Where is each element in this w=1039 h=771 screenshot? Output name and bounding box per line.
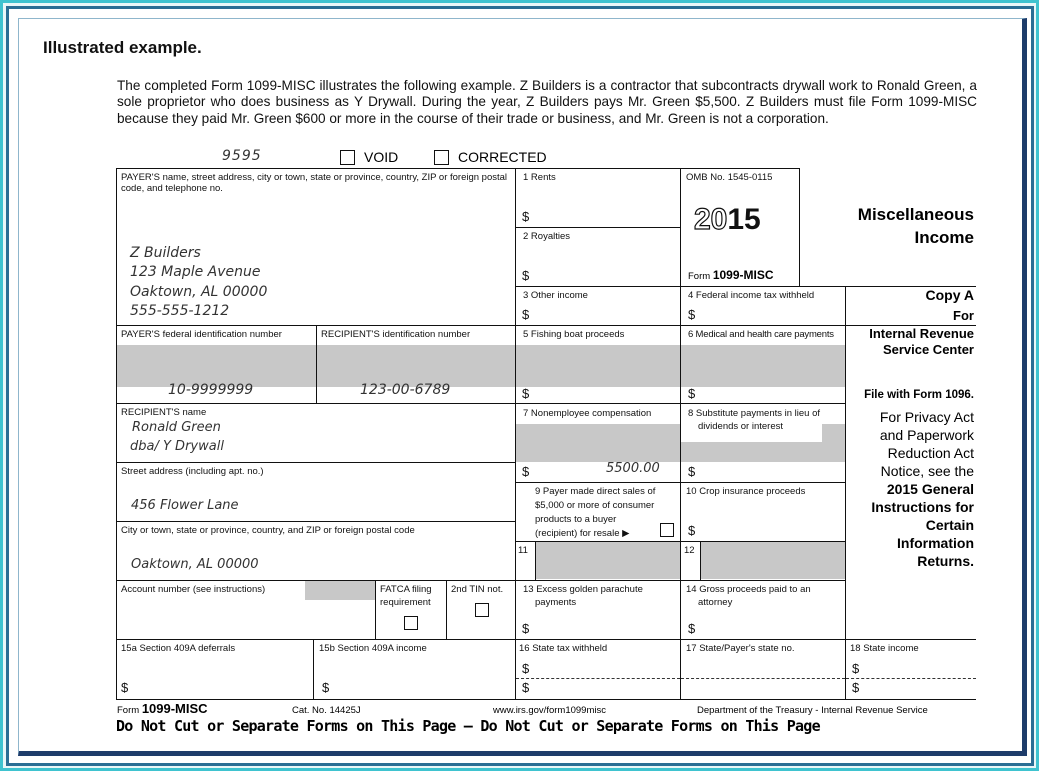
heading: Illustrated example.	[43, 38, 202, 57]
grid-line	[516, 541, 846, 542]
privacy-line-3: Reduction Act	[887, 445, 974, 461]
grid-line	[116, 521, 515, 522]
box18-dollar-1: $	[852, 661, 860, 676]
general-line-5: Returns.	[917, 553, 974, 569]
void-label: VOID	[364, 149, 399, 165]
dotted-line	[516, 678, 680, 679]
recipient-tin: 123-00-6789	[360, 382, 451, 398]
tax-year	[694, 203, 761, 237]
box9-line1: 9 Payer made direct sales of	[535, 486, 656, 497]
box1-label: 1 Rents	[523, 172, 556, 183]
box8-shade	[681, 442, 845, 462]
payer-city: Oaktown, AL 00000	[130, 284, 268, 300]
box10-dollar: $	[688, 523, 696, 538]
copy-for: For	[953, 308, 974, 323]
box9-line2: $5,000 or more of consumer	[535, 500, 655, 511]
title-line-2: Income	[914, 228, 974, 247]
box15a-dollar: $	[121, 680, 129, 695]
privacy-notice	[846, 408, 974, 480]
box8-dollar: $	[688, 464, 696, 479]
grid-line	[375, 580, 376, 639]
box12-shade	[701, 541, 845, 579]
box7-label: 7 Nonemployee compensation	[523, 408, 652, 419]
grid-line	[116, 168, 800, 169]
box6-dollar: $	[688, 386, 696, 401]
tin2-label: 2nd TIN not.	[451, 584, 504, 595]
grid-line	[535, 541, 536, 580]
tax-year-prefix: 20	[694, 203, 728, 236]
payer-label: PAYER'S name, street address, city or town, state or province, country, ZIP or foreign postal code, and telephone no.	[121, 172, 508, 194]
box14-line2: attorney	[698, 597, 733, 608]
box7-shade	[516, 424, 680, 462]
dotted-line	[846, 678, 976, 679]
box16-dollar-1: $	[522, 661, 530, 676]
grid-line	[700, 541, 701, 580]
box2-label: 2 Royalties	[523, 231, 570, 242]
grid-line	[116, 403, 846, 404]
box8-shade-corner	[822, 424, 845, 444]
general-line-1: 2015 General	[886, 481, 974, 497]
box2-dollar: $	[522, 268, 530, 283]
street-label: Street address (including apt. no.)	[121, 466, 264, 477]
street-value: 456 Flower Lane	[131, 498, 239, 513]
general-line-3: Certain	[925, 517, 974, 533]
box13-line2: payments	[535, 597, 577, 608]
box14-dollar: $	[688, 621, 696, 636]
box9-line3: products to a buyer	[535, 514, 617, 525]
dotted-line	[681, 678, 845, 679]
general-instructions	[846, 480, 974, 570]
box1-dollar: $	[522, 209, 530, 224]
recipient-dba: dba/ Y Drywall	[130, 439, 224, 454]
account-shade	[305, 580, 375, 600]
payer-tin-label: PAYER'S federal identification number	[121, 329, 282, 340]
box4-dollar: $	[688, 307, 696, 322]
corrected-label: CORRECTED	[458, 149, 547, 165]
account-label: Account number (see instructions)	[121, 584, 266, 595]
payer-street: 123 Maple Avenue	[130, 264, 261, 280]
box3-label: 3 Other income	[523, 290, 588, 301]
grid-line	[516, 227, 681, 228]
box15a-label: 15a Section 409A deferrals	[121, 643, 236, 654]
box13-line1: 13 Excess golden parachute	[523, 584, 643, 595]
box7-value: 5500.00	[606, 461, 660, 476]
title-line-1: Miscellaneous	[857, 205, 974, 224]
grid-line	[116, 699, 976, 700]
tin2-checkbox[interactable]	[475, 603, 489, 617]
general-line-2: Instructions for	[871, 499, 974, 515]
payer-name: Z Builders	[130, 245, 201, 261]
recipient-name: Ronald Green	[132, 420, 221, 435]
box4-label: 4 Federal income tax withheld	[688, 290, 815, 301]
fatca-label-2: requirement	[380, 597, 431, 608]
footer-form-name: Form 1099-MISC	[117, 701, 208, 716]
grid-line	[116, 168, 117, 700]
grid-line	[116, 580, 846, 581]
irs-center	[846, 326, 974, 358]
box10-label: 10 Crop insurance proceeds	[686, 486, 806, 497]
box17-label: 17 State/Payer's state no.	[686, 643, 795, 654]
box9-checkbox[interactable]	[660, 523, 674, 537]
recipient-tin-label: RECIPIENT'S identification number	[321, 329, 471, 340]
box5-label: 5 Fishing boat proceeds	[523, 329, 625, 340]
privacy-line-2: and Paperwork	[879, 427, 974, 443]
do-not-cut: Do Not Cut or Separate Forms on This Page — Do Not Cut or Separate Forms on This Page	[116, 717, 820, 735]
grid-line	[446, 580, 447, 639]
box6-label: 6 Medical and health care payments	[688, 329, 834, 340]
payer-tin: 10-9999999	[168, 382, 254, 398]
box18-label: 18 State income	[850, 643, 919, 654]
grid-line	[116, 639, 976, 640]
box11-shade	[536, 541, 680, 579]
box8-line2: dividends or interest	[698, 421, 784, 432]
footer-url: www.irs.gov/form1099misc	[493, 705, 606, 716]
privacy-line-1: For Privacy Act	[879, 409, 974, 425]
box6-shade	[681, 345, 845, 387]
tax-year-suffix: 15	[727, 203, 761, 236]
file-with: File with Form 1096.	[864, 389, 974, 401]
grid-line	[116, 462, 515, 463]
box5-shade	[516, 345, 680, 387]
box3-dollar: $	[522, 307, 530, 322]
fatca-label-1: FATCA filing	[380, 584, 432, 595]
grid-line	[515, 168, 516, 700]
city-value: Oaktown, AL 00000	[131, 557, 259, 572]
grid-line	[313, 639, 314, 699]
privacy-line-4: Notice, see the	[880, 463, 974, 479]
form-code: 9595	[222, 148, 262, 164]
box15b-dollar: $	[322, 680, 330, 695]
corrected-checkbox[interactable]	[434, 150, 449, 165]
box7-dollar: $	[522, 464, 530, 479]
box5-dollar: $	[522, 386, 530, 401]
box12-label: 12	[684, 545, 695, 556]
box11-label: 11	[518, 545, 528, 556]
omb-number: OMB No. 1545-0115	[686, 172, 773, 183]
box9-line4: (recipient) for resale ▶	[535, 528, 630, 539]
footer-cat-no: Cat. No. 14425J	[292, 705, 361, 716]
form-name-top: Form 1099-MISC	[688, 268, 774, 282]
box13-dollar: $	[522, 621, 530, 636]
box14-line1: 14 Gross proceeds paid to an	[686, 584, 811, 595]
payer-phone: 555-555-1212	[130, 303, 230, 319]
box16-label: 16 State tax withheld	[519, 643, 608, 654]
grid-line	[316, 325, 317, 403]
copy-a: Copy A	[925, 287, 974, 303]
box15b-label: 15b Section 409A income	[319, 643, 427, 654]
footer-dept: Department of the Treasury - Internal Revenue Service	[697, 705, 928, 716]
void-checkbox[interactable]	[340, 150, 355, 165]
general-line-4: Information	[897, 535, 974, 551]
city-label: City or town, state or province, country, and ZIP or foreign postal code	[121, 525, 415, 536]
irs-line-2: Service Center	[882, 342, 974, 357]
irs-line-1: Internal Revenue	[869, 326, 974, 341]
form-title	[810, 203, 974, 249]
grid-line	[799, 168, 800, 286]
grid-line	[516, 482, 846, 483]
box18-dollar-2: $	[852, 680, 860, 695]
box8-line1: 8 Substitute payments in lieu of	[688, 408, 821, 419]
recipient-name-label: RECIPIENT'S name	[121, 407, 207, 418]
intro-paragraph: The completed Form 1099-MISC illustrates the following example. Z Builders is a contractor that subcontracts drywall work to Ronald Green, a sole proprietor who does business as Y Drywall. During the year, Z Builders pays Mr. Green $5,500. Z Builders must file Form 1099-MISC because they paid Mr. Green $600 or more in the course of their trade or business, and Mr. Green is not a corporation.	[117, 78, 977, 126]
fatca-checkbox[interactable]	[404, 616, 418, 630]
grid-line	[680, 168, 681, 700]
box16-dollar-2: $	[522, 680, 530, 695]
